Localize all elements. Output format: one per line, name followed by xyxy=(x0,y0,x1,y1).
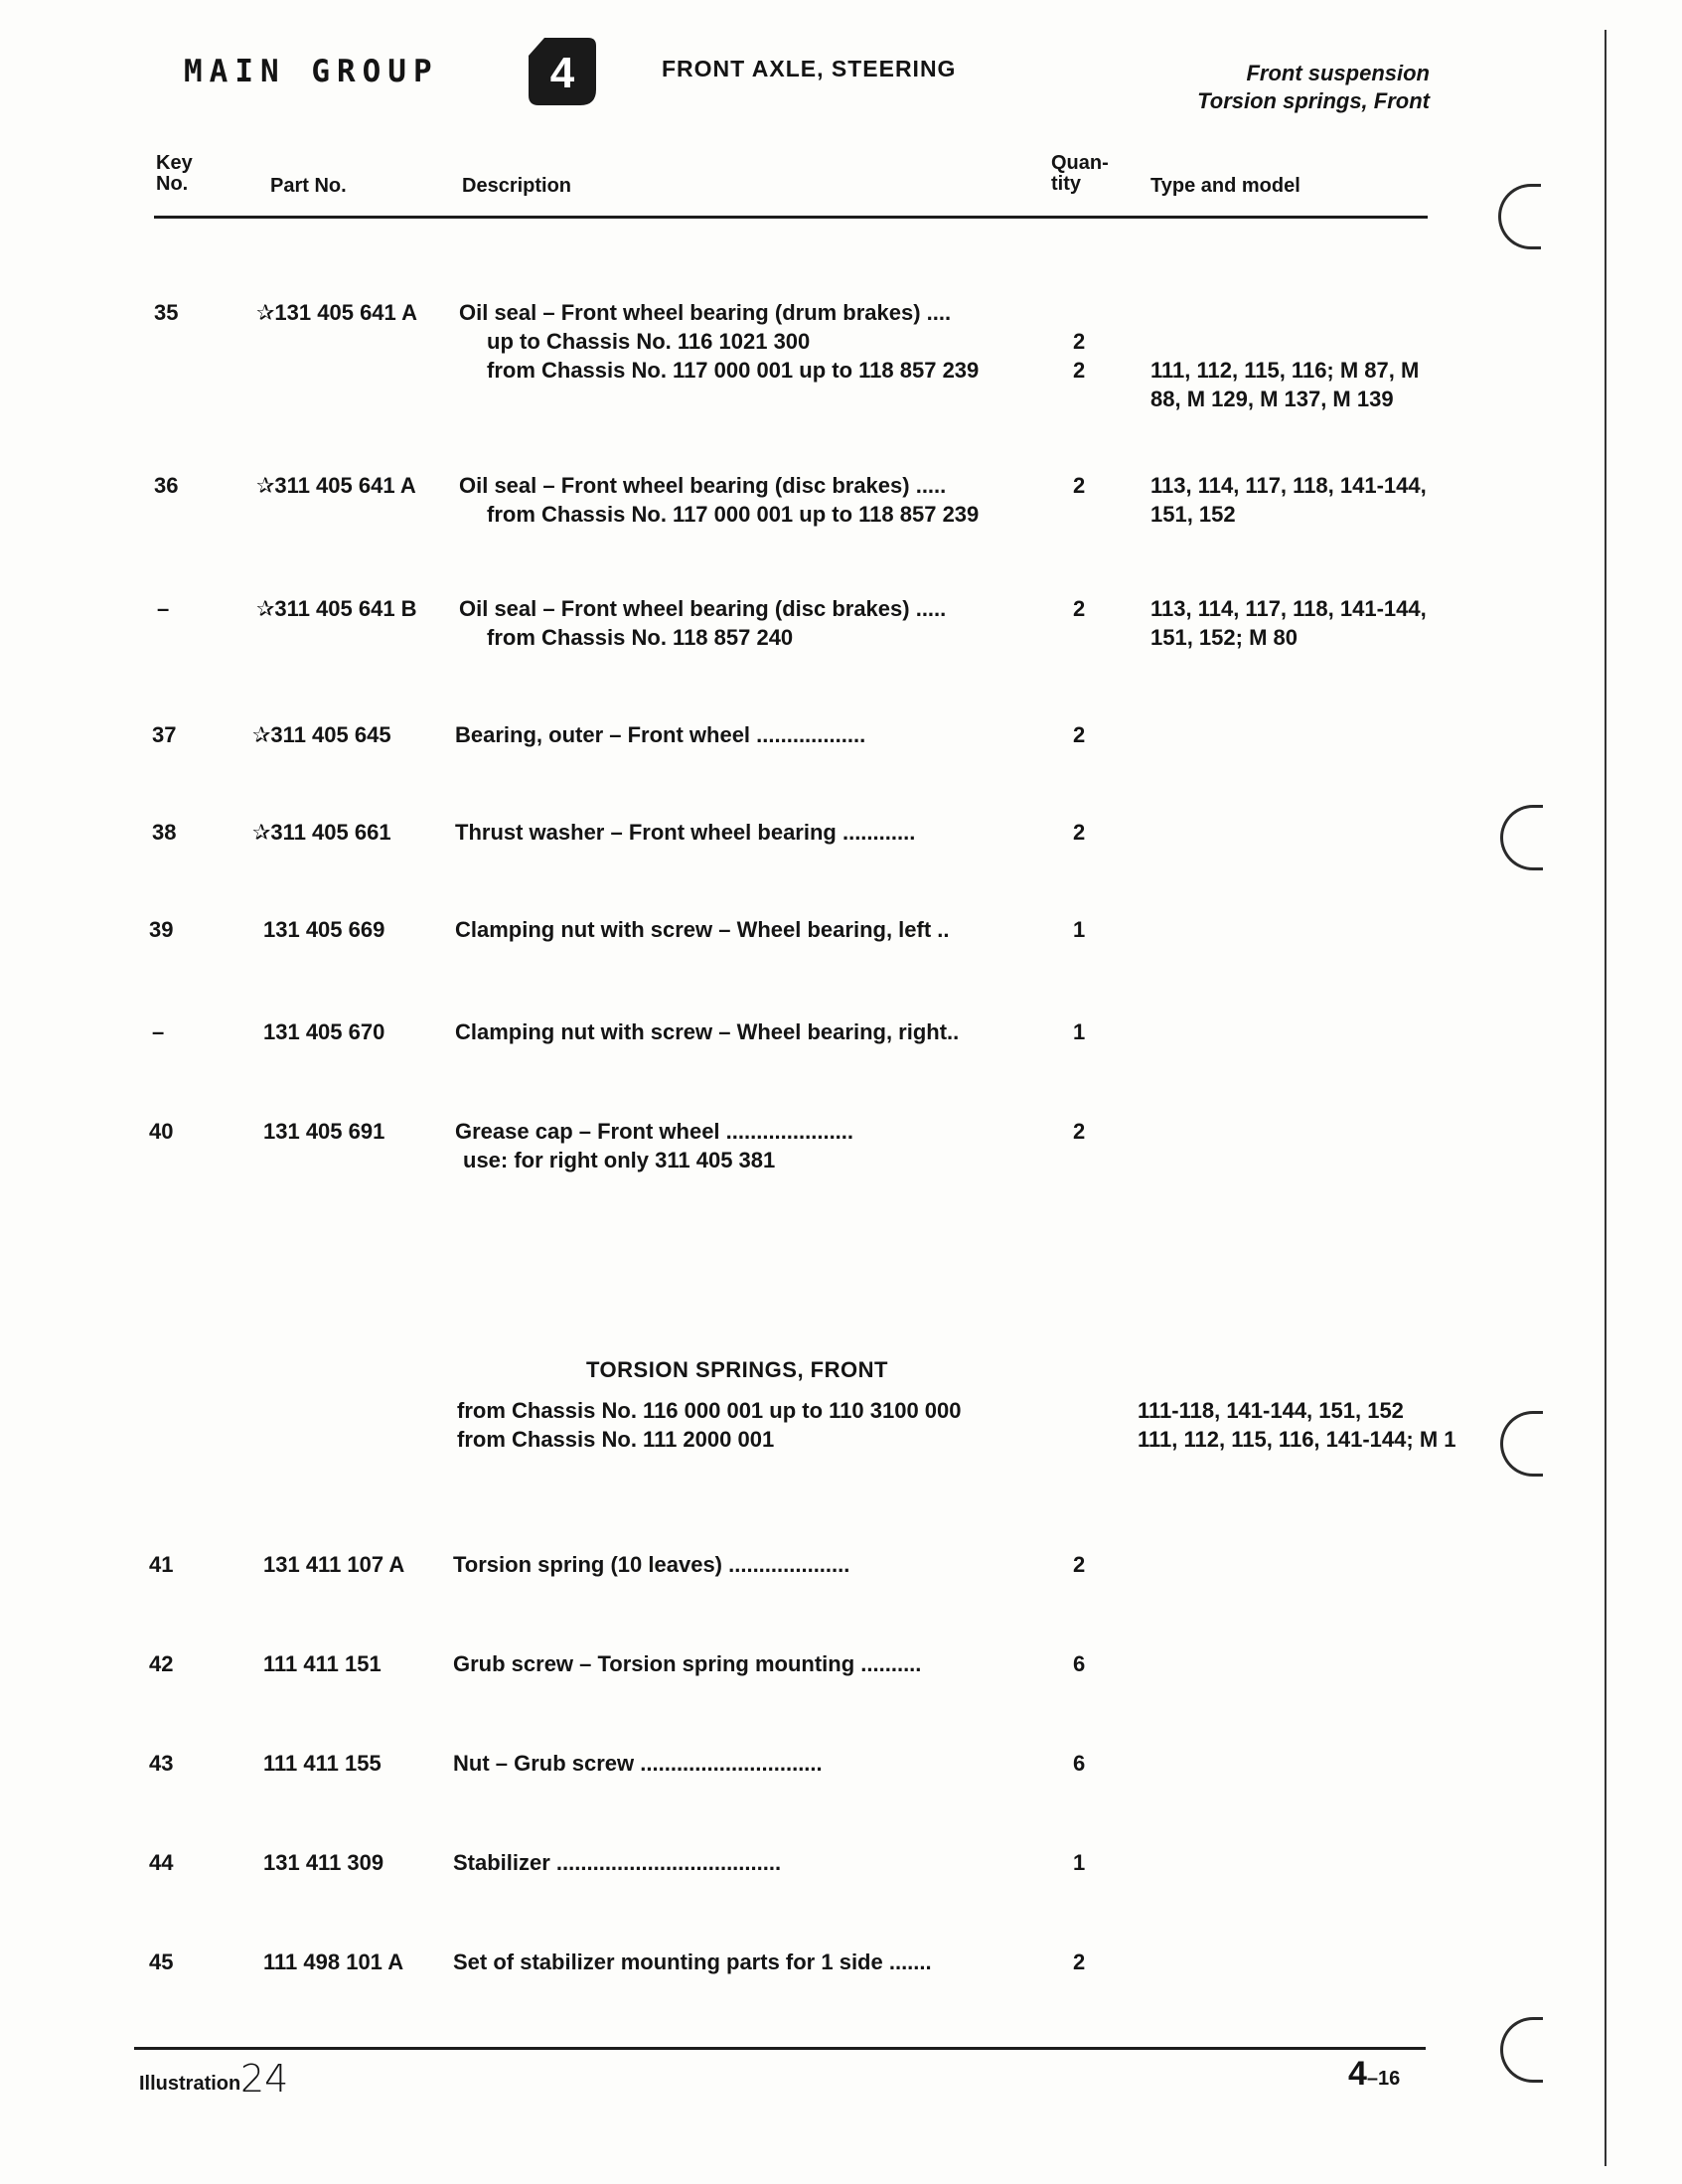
row-key: 43 xyxy=(149,1751,174,1776)
row-key: 38 xyxy=(152,820,177,845)
row-type-model: 113, 114, 117, 118, 141-144, 151, 152; M 80 xyxy=(1150,596,1427,650)
torsion-type-1: 111-118, 141-144, 151, 152 xyxy=(1138,1398,1404,1423)
row-sub-description: use: for right only 311 405 381 xyxy=(463,1148,776,1172)
row-description: Oil seal – Front wheel bearing (disc brakes) ..... xyxy=(459,596,947,621)
row-key: 36 xyxy=(154,473,179,498)
page-number-suffix: –16 xyxy=(1366,2068,1401,2090)
col-description: Description xyxy=(462,175,572,197)
row-key: 41 xyxy=(149,1552,174,1577)
row-part-number: 111 411 151 xyxy=(263,1651,382,1676)
col-key-line-1: Key xyxy=(156,152,193,174)
row-quantity: 2 xyxy=(1073,820,1086,845)
footer-rule xyxy=(134,2047,1426,2050)
row-part-number: ✰311 405 645 xyxy=(252,722,391,747)
row-type-model: 111, 112, 115, 116; M 87, M 88, M 129, M 137, M 139 xyxy=(1150,358,1420,411)
row-sub-description: up to Chassis No. 116 1021 300 xyxy=(487,329,811,354)
row-quantity: 2 xyxy=(1073,473,1086,498)
row-quantity: 2 xyxy=(1073,1552,1086,1577)
row-description: Oil seal – Front wheel bearing (disc brakes) ..... xyxy=(459,473,947,498)
row-type-model: 113, 114, 117, 118, 141-144, 151, 152 xyxy=(1150,473,1427,527)
torsion-chassis-line-1: from Chassis No. 116 000 001 up to 110 3100 000 xyxy=(457,1398,962,1423)
row-description: Nut – Grub screw .............................. xyxy=(453,1751,823,1776)
row-quantity: 1 xyxy=(1073,917,1086,942)
binder-ring-mark xyxy=(1498,184,1541,249)
row-quantity: 2 xyxy=(1073,329,1086,354)
row-quantity: 2 xyxy=(1073,358,1086,383)
row-quantity: 1 xyxy=(1073,1850,1086,1875)
row-quantity: 2 xyxy=(1073,1119,1086,1144)
row-part-number: 131 411 107 A xyxy=(263,1552,405,1577)
row-part-number: 131 411 309 xyxy=(263,1850,384,1875)
row-quantity: 2 xyxy=(1073,722,1086,747)
header-rule xyxy=(154,216,1428,219)
row-description: Grease cap – Front wheel ..................... xyxy=(455,1119,854,1144)
row-part-number: 131 405 669 xyxy=(263,917,385,942)
row-description: Oil seal – Front wheel bearing (drum brakes) .... xyxy=(459,300,952,325)
group-number-badge xyxy=(525,34,600,109)
row-description: Bearing, outer – Front wheel .................. xyxy=(455,722,866,747)
row-sub-description: from Chassis No. 117 000 001 up to 118 857 239 xyxy=(487,502,980,527)
main-group-label: MAIN GROUP xyxy=(184,54,439,89)
row-quantity: 6 xyxy=(1073,1751,1086,1776)
torsion-chassis-line-2: from Chassis No. 111 2000 001 xyxy=(457,1427,775,1452)
row-quantity: 2 xyxy=(1073,596,1086,621)
col-type: Type and model xyxy=(1150,175,1300,197)
row-quantity: 6 xyxy=(1073,1651,1086,1676)
col-key-line-2: No. xyxy=(156,173,189,195)
row-part-number: 111 498 101 A xyxy=(263,1950,404,1974)
page-number xyxy=(1348,2055,1400,2094)
row-part-number: ✰311 405 641 B xyxy=(256,596,417,621)
row-description: Stabilizer ..................................... xyxy=(453,1850,782,1875)
row-key: 35 xyxy=(154,300,179,325)
row-part-number: 111 411 155 xyxy=(263,1751,382,1776)
col-qty-line-1: Quan- xyxy=(1051,152,1109,174)
row-part-number: 131 405 670 xyxy=(263,1019,385,1044)
row-key: 44 xyxy=(149,1850,174,1875)
col-key xyxy=(156,153,193,195)
row-key: 40 xyxy=(149,1119,174,1144)
page-number-prefix: 4 xyxy=(1348,2055,1367,2093)
row-key: 39 xyxy=(149,917,174,942)
subsection-line-1: Front suspension xyxy=(1246,61,1430,85)
col-part: Part No. xyxy=(270,175,347,197)
row-description: Grub screw – Torsion spring mounting .......... xyxy=(453,1651,922,1676)
row-description: Clamping nut with screw – Wheel bearing, right.. xyxy=(455,1019,960,1044)
row-key: – xyxy=(157,596,170,621)
subsection-title xyxy=(1197,60,1430,115)
binder-ring-mark xyxy=(1500,805,1543,870)
section-heading-torsion: TORSION SPRINGS, FRONT xyxy=(586,1357,888,1382)
row-part-number: ✰311 405 661 xyxy=(252,820,391,845)
binder-ring-mark xyxy=(1500,1411,1543,1477)
col-qty-line-2: tity xyxy=(1051,173,1081,195)
illustration-number: 24 xyxy=(240,2057,289,2101)
row-part-number: ✰311 405 641 A xyxy=(256,473,416,498)
group-number: 4 xyxy=(549,49,575,97)
row-description: Clamping nut with screw – Wheel bearing, left .. xyxy=(455,917,950,942)
row-quantity: 1 xyxy=(1073,1019,1086,1044)
row-part-number: ✰131 405 641 A xyxy=(256,300,417,325)
binder-ring-mark xyxy=(1500,2017,1543,2083)
row-part-number: 131 405 691 xyxy=(263,1119,385,1144)
row-quantity: 2 xyxy=(1073,1950,1086,1974)
binder-edge-line xyxy=(1605,30,1606,2166)
illustration-label: Illustration xyxy=(139,2073,241,2095)
row-key: – xyxy=(152,1019,165,1044)
torsion-type-2: 111, 112, 115, 116, 141-144; M 1 xyxy=(1138,1427,1456,1452)
section-title: FRONT AXLE, STEERING xyxy=(662,56,957,81)
row-description: Set of stabilizer mounting parts for 1 side ....... xyxy=(453,1950,932,1974)
row-sub-description: from Chassis No. 118 857 240 xyxy=(487,625,794,650)
row-description: Torsion spring (10 leaves) .................... xyxy=(453,1552,850,1577)
row-key: 42 xyxy=(149,1651,174,1676)
row-key: 37 xyxy=(152,722,177,747)
row-description: Thrust washer – Front wheel bearing ............ xyxy=(455,820,916,845)
row-sub-description: from Chassis No. 117 000 001 up to 118 857 239 xyxy=(487,358,980,383)
col-quantity xyxy=(1051,153,1109,195)
subsection-line-2: Torsion springs, Front xyxy=(1197,88,1430,113)
row-key: 45 xyxy=(149,1950,174,1974)
